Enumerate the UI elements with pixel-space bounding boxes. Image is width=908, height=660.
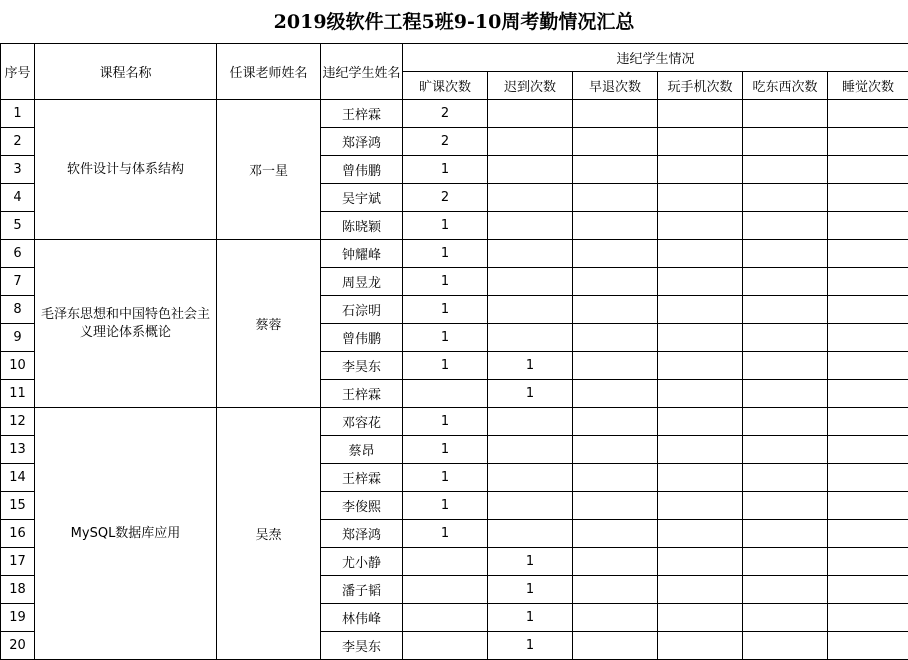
late-count: [488, 184, 573, 212]
late-count: [488, 128, 573, 156]
row-index: 15: [1, 492, 35, 520]
sleeping-count: [828, 268, 908, 296]
row-index: 17: [1, 548, 35, 576]
absent-count: [403, 632, 488, 660]
phone-count: [658, 268, 743, 296]
phone-count: [658, 100, 743, 128]
early-leave-count: [573, 492, 658, 520]
student-name: 郑泽鸿: [321, 520, 403, 548]
sleeping-count: [828, 324, 908, 352]
absent-count: 1: [403, 408, 488, 436]
sleeping-count: [828, 352, 908, 380]
row-index: 14: [1, 464, 35, 492]
late-count: 1: [488, 632, 573, 660]
absent-count: 1: [403, 520, 488, 548]
attendance-table: [0, 43, 908, 660]
absent-count: 1: [403, 492, 488, 520]
phone-count: [658, 408, 743, 436]
early-leave-count: [573, 632, 658, 660]
absent-count: 1: [403, 296, 488, 324]
late-count: 1: [488, 352, 573, 380]
student-name: 邓容花: [321, 408, 403, 436]
early-leave-count: [573, 100, 658, 128]
student-name: 李昊东: [321, 352, 403, 380]
late-count: [488, 324, 573, 352]
eating-count: [743, 184, 828, 212]
phone-count: [658, 240, 743, 268]
sleeping-count: [828, 632, 908, 660]
sleeping-count: [828, 296, 908, 324]
late-count: [488, 212, 573, 240]
late-count: 1: [488, 548, 573, 576]
student-name: 曾伟鹏: [321, 156, 403, 184]
late-count: [488, 436, 573, 464]
early-leave-count: [573, 604, 658, 632]
student-name: 王梓霖: [321, 380, 403, 408]
late-count: 1: [488, 380, 573, 408]
eating-count: [743, 576, 828, 604]
header-eating: 吃东西次数: [743, 72, 828, 100]
eating-count: [743, 128, 828, 156]
early-leave-count: [573, 324, 658, 352]
phone-count: [658, 520, 743, 548]
eating-count: [743, 268, 828, 296]
absent-count: 2: [403, 128, 488, 156]
absent-count: [403, 380, 488, 408]
header-teacher: 任课老师姓名: [217, 44, 321, 100]
header-phone: 玩手机次数: [658, 72, 743, 100]
early-leave-count: [573, 380, 658, 408]
early-leave-count: [573, 184, 658, 212]
phone-count: [658, 156, 743, 184]
absent-count: 1: [403, 212, 488, 240]
table-row: [1, 408, 908, 436]
student-name: 钟耀峰: [321, 240, 403, 268]
student-name: 尤小静: [321, 548, 403, 576]
header-course: 课程名称: [35, 44, 217, 100]
early-leave-count: [573, 464, 658, 492]
eating-count: [743, 408, 828, 436]
row-index: 1: [1, 100, 35, 128]
late-count: [488, 464, 573, 492]
row-index: 8: [1, 296, 35, 324]
sleeping-count: [828, 492, 908, 520]
absent-count: [403, 604, 488, 632]
header-student: 违纪学生姓名: [321, 44, 403, 100]
row-index: 20: [1, 632, 35, 660]
late-count: [488, 296, 573, 324]
absent-count: [403, 548, 488, 576]
sheet-title: 2019级软件工程5班9-10周考勤情况汇总: [273, 11, 635, 33]
student-name: 潘子韬: [321, 576, 403, 604]
late-count: [488, 268, 573, 296]
eating-count: [743, 548, 828, 576]
eating-count: [743, 296, 828, 324]
phone-count: [658, 492, 743, 520]
early-leave-count: [573, 268, 658, 296]
eating-count: [743, 492, 828, 520]
sleeping-count: [828, 604, 908, 632]
row-index: 2: [1, 128, 35, 156]
eating-count: [743, 520, 828, 548]
row-index: 4: [1, 184, 35, 212]
sleeping-count: [828, 520, 908, 548]
late-count: [488, 100, 573, 128]
absent-count: 1: [403, 464, 488, 492]
student-name: 郑泽鸿: [321, 128, 403, 156]
header-late: 迟到次数: [488, 72, 573, 100]
teacher-name: 蔡蓉: [217, 240, 321, 408]
eating-count: [743, 240, 828, 268]
early-leave-count: [573, 436, 658, 464]
phone-count: [658, 436, 743, 464]
student-name: 李昊东: [321, 632, 403, 660]
absent-count: 2: [403, 184, 488, 212]
late-count: [488, 240, 573, 268]
header-early-leave: 早退次数: [573, 72, 658, 100]
student-name: 林伟峰: [321, 604, 403, 632]
phone-count: [658, 296, 743, 324]
early-leave-count: [573, 576, 658, 604]
sleeping-count: [828, 100, 908, 128]
phone-count: [658, 632, 743, 660]
early-leave-count: [573, 128, 658, 156]
table-row: [1, 100, 908, 128]
row-index: 16: [1, 520, 35, 548]
early-leave-count: [573, 520, 658, 548]
early-leave-count: [573, 296, 658, 324]
sleeping-count: [828, 128, 908, 156]
eating-count: [743, 100, 828, 128]
eating-count: [743, 604, 828, 632]
header-sleeping: 睡觉次数: [828, 72, 908, 100]
teacher-name: 吴焘: [217, 408, 321, 660]
phone-count: [658, 212, 743, 240]
row-index: 7: [1, 268, 35, 296]
absent-count: 1: [403, 240, 488, 268]
student-name: 吴宇斌: [321, 184, 403, 212]
late-count: [488, 156, 573, 184]
header-group: 违纪学生情况: [403, 44, 908, 72]
phone-count: [658, 324, 743, 352]
absent-count: 1: [403, 324, 488, 352]
eating-count: [743, 632, 828, 660]
course-name: 毛泽东思想和中国特色社会主义理论体系概论: [35, 240, 217, 408]
eating-count: [743, 380, 828, 408]
absent-count: 1: [403, 156, 488, 184]
sleeping-count: [828, 240, 908, 268]
late-count: 1: [488, 576, 573, 604]
phone-count: [658, 576, 743, 604]
absent-count: [403, 576, 488, 604]
phone-count: [658, 464, 743, 492]
phone-count: [658, 604, 743, 632]
student-name: 王梓霖: [321, 100, 403, 128]
absent-count: 1: [403, 352, 488, 380]
early-leave-count: [573, 352, 658, 380]
row-index: 3: [1, 156, 35, 184]
course-name: MySQL数据库应用: [35, 408, 217, 660]
eating-count: [743, 212, 828, 240]
row-index: 10: [1, 352, 35, 380]
early-leave-count: [573, 548, 658, 576]
eating-count: [743, 324, 828, 352]
absent-count: 1: [403, 436, 488, 464]
student-name: 石淙明: [321, 296, 403, 324]
early-leave-count: [573, 212, 658, 240]
row-index: 12: [1, 408, 35, 436]
early-leave-count: [573, 156, 658, 184]
sleeping-count: [828, 212, 908, 240]
row-index: 6: [1, 240, 35, 268]
phone-count: [658, 548, 743, 576]
student-name: 蔡昂: [321, 436, 403, 464]
absent-count: 1: [403, 268, 488, 296]
early-leave-count: [573, 240, 658, 268]
student-name: 王梓霖: [321, 464, 403, 492]
sleeping-count: [828, 184, 908, 212]
eating-count: [743, 436, 828, 464]
row-index: 13: [1, 436, 35, 464]
late-count: [488, 408, 573, 436]
course-name: 软件设计与体系结构: [35, 100, 217, 240]
sleeping-count: [828, 548, 908, 576]
row-index: 5: [1, 212, 35, 240]
header-absent: 旷课次数: [403, 72, 488, 100]
row-index: 9: [1, 324, 35, 352]
table-row: [1, 240, 908, 268]
phone-count: [658, 128, 743, 156]
eating-count: [743, 352, 828, 380]
row-index: 11: [1, 380, 35, 408]
sleeping-count: [828, 464, 908, 492]
phone-count: [658, 380, 743, 408]
late-count: [488, 492, 573, 520]
student-name: 李俊熙: [321, 492, 403, 520]
sleeping-count: [828, 156, 908, 184]
header-index: 序号: [1, 44, 35, 100]
table-body: [1, 100, 908, 660]
sleeping-count: [828, 576, 908, 604]
sleeping-count: [828, 380, 908, 408]
early-leave-count: [573, 408, 658, 436]
student-name: 周昱龙: [321, 268, 403, 296]
student-name: 陈晓颖: [321, 212, 403, 240]
teacher-name: 邓一星: [217, 100, 321, 240]
eating-count: [743, 464, 828, 492]
row-index: 18: [1, 576, 35, 604]
late-count: 1: [488, 604, 573, 632]
eating-count: [743, 156, 828, 184]
sleeping-count: [828, 436, 908, 464]
phone-count: [658, 352, 743, 380]
sleeping-count: [828, 408, 908, 436]
phone-count: [658, 184, 743, 212]
student-name: 曾伟鹏: [321, 324, 403, 352]
absent-count: 2: [403, 100, 488, 128]
row-index: 19: [1, 604, 35, 632]
late-count: [488, 520, 573, 548]
